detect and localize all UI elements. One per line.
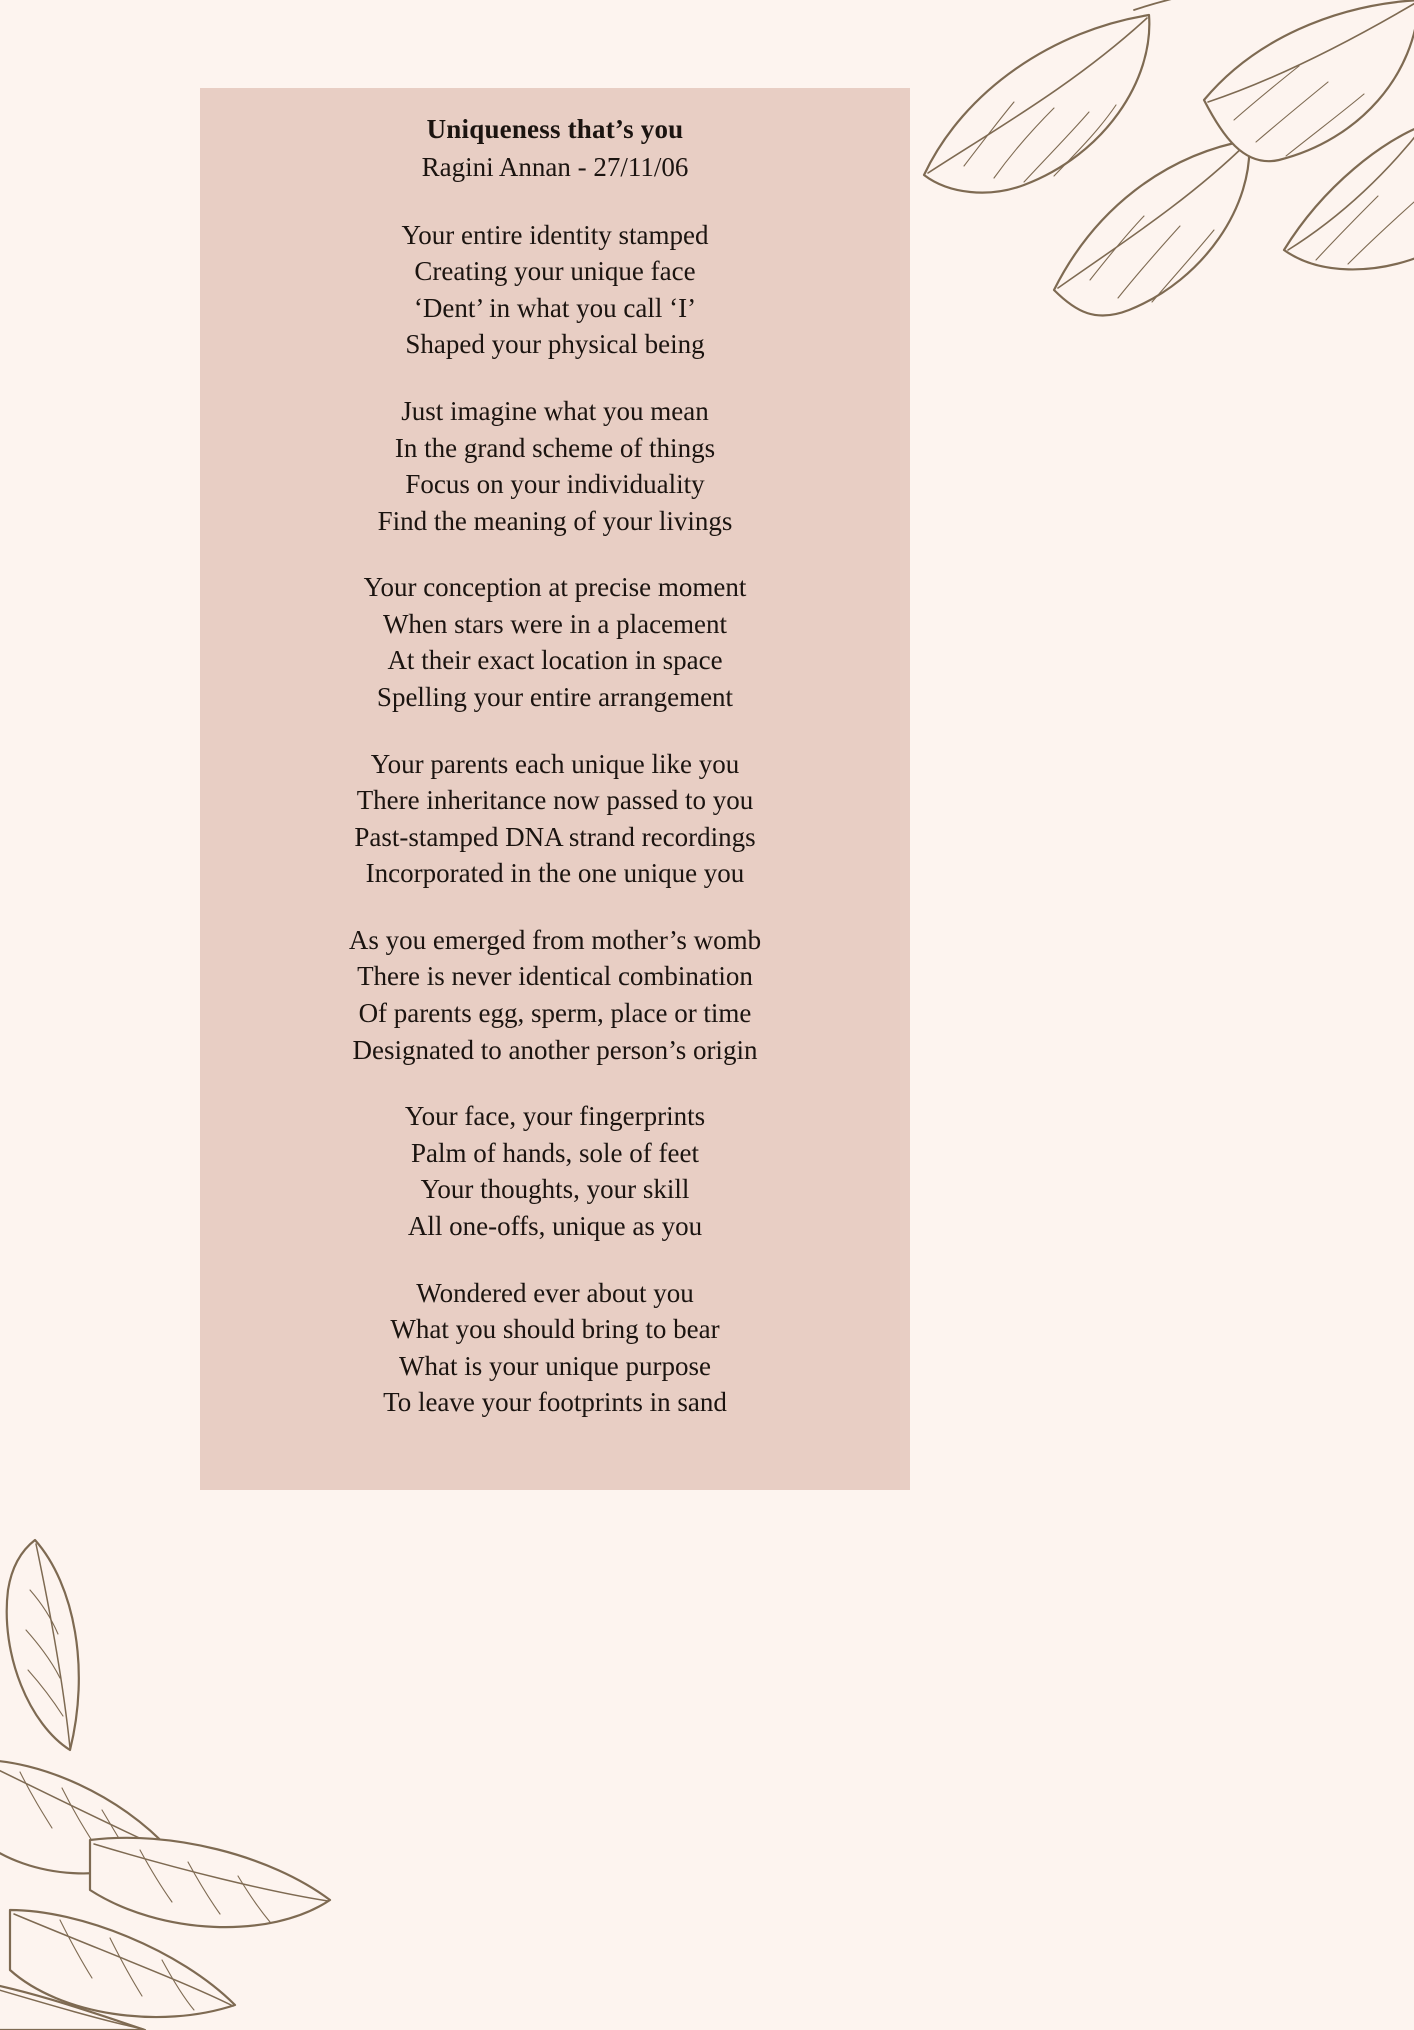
stanza bbox=[200, 922, 910, 1068]
poem-line: Just imagine what you mean bbox=[401, 395, 709, 426]
poem-line: As you emerged from mother’s womb bbox=[348, 924, 762, 955]
poem-line: Palm of hands, sole of feet bbox=[411, 1137, 699, 1168]
poem-line: Find the meaning of your livings bbox=[377, 505, 733, 536]
poem-line: Wondered ever about you bbox=[416, 1277, 694, 1308]
poem-line: Creating your unique face bbox=[414, 256, 696, 287]
poem-line: All one-offs, unique as you bbox=[407, 1210, 703, 1241]
stanza bbox=[200, 1275, 910, 1421]
poem-line: In the grand scheme of things bbox=[394, 432, 716, 463]
poem-line: What is your unique purpose bbox=[399, 1350, 711, 1381]
poem-line: Your parents each unique like you bbox=[370, 748, 740, 779]
poem-line: Spelling your entire arrangement bbox=[376, 682, 734, 713]
poem-line: There is never identical combination bbox=[357, 961, 753, 992]
leaf-branch-icon-bottom-left bbox=[0, 1510, 490, 2030]
poem-line: At their exact location in space bbox=[387, 645, 723, 676]
poem-line: ‘Dent’ in what you call ‘I’ bbox=[413, 292, 697, 323]
poem-line: There inheritance now passed to you bbox=[356, 785, 754, 816]
poem-line: When stars were in a placement bbox=[382, 608, 728, 639]
leaf-branch-icon-top-right bbox=[904, 0, 1414, 400]
stanza bbox=[200, 393, 910, 539]
poem-line: Your entire identity stamped bbox=[401, 219, 709, 250]
poem-line: Shaped your physical being bbox=[405, 329, 705, 360]
stanza bbox=[200, 746, 910, 892]
poem-line: Your thoughts, your skill bbox=[420, 1174, 690, 1205]
poem-line: What you should bring to bear bbox=[390, 1314, 720, 1345]
poem-panel bbox=[200, 88, 910, 1490]
stanza bbox=[200, 569, 910, 715]
stanza bbox=[200, 1098, 910, 1244]
poem-line: Of parents egg, sperm, place or time bbox=[358, 998, 752, 1029]
poem-line: Past-stamped DNA strand recordings bbox=[354, 821, 756, 852]
poem-byline: Ragini Annan - 27/11/06 bbox=[421, 152, 689, 183]
poem-line: Focus on your individuality bbox=[405, 469, 705, 500]
poem-line: Designated to another person’s origin bbox=[352, 1034, 758, 1065]
page-title: Uniqueness that’s you bbox=[426, 114, 684, 144]
poem-content bbox=[200, 88, 910, 1421]
poem-line: Your face, your fingerprints bbox=[404, 1101, 706, 1132]
poem-line: To leave your footprints in sand bbox=[383, 1387, 727, 1418]
poem-line: Incorporated in the one unique you bbox=[365, 858, 745, 889]
poem-line: Your conception at precise moment bbox=[363, 572, 747, 603]
stanza bbox=[200, 217, 910, 363]
